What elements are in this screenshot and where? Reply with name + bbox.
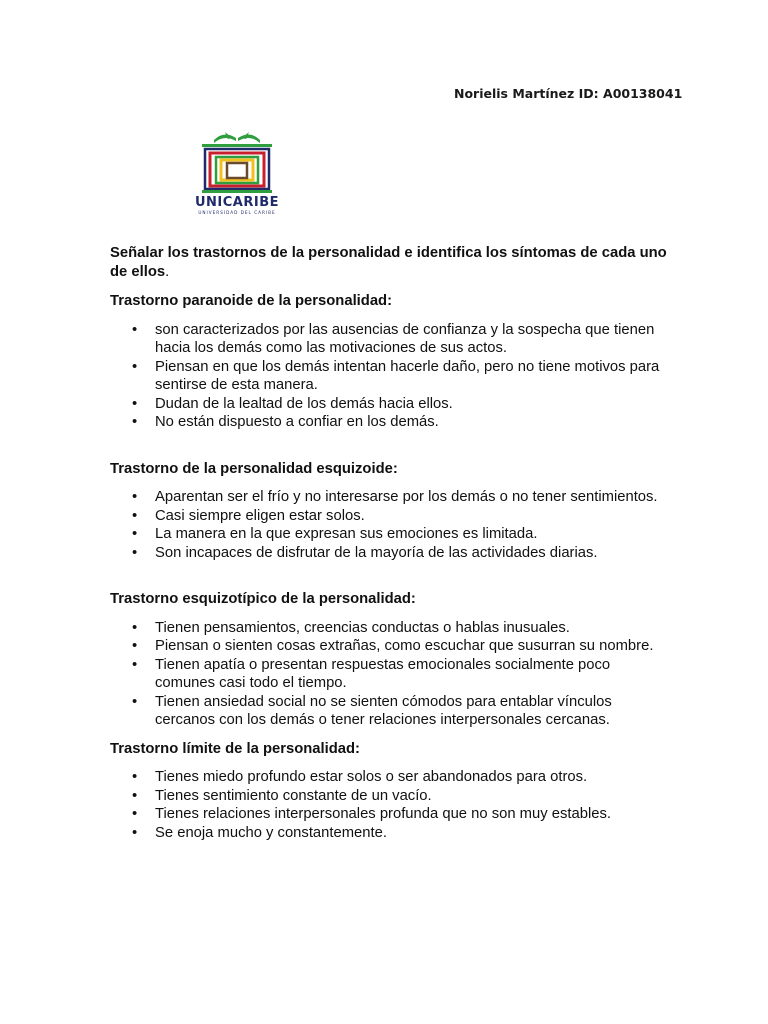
symptom-list-item	[110, 525, 670, 544]
symptom-text: Piensan o sienten cosas extrañas, como escuchar que susurran su nombre.	[155, 638, 654, 654]
symptom-list-item	[110, 413, 670, 432]
section-heading: Trastorno límite de la personalidad:	[110, 740, 360, 757]
symptom-list	[110, 768, 670, 842]
symptom-list-item	[110, 395, 670, 414]
bullet-icon: •	[132, 414, 138, 430]
symptom-list-item	[110, 656, 670, 693]
section-heading: Trastorno esquizotípico de la personalidad:	[110, 591, 416, 607]
assignment-prompt-bold: Señalar los trastornos de la personalidad e identifica los síntomas de cada uno de ellos	[110, 245, 667, 280]
symptom-text: La manera en la que expresan sus emociones es limitada.	[155, 526, 538, 542]
symptom-text: Dudan de la lealtad de los demás hacia ellos.	[155, 395, 453, 412]
section-spacer	[110, 562, 670, 590]
section-trastorno-esquizotipico	[110, 590, 670, 730]
symptom-list	[110, 488, 670, 562]
symptom-list-item	[110, 787, 670, 806]
symptom-list-item	[110, 619, 670, 638]
symptom-list	[110, 619, 670, 730]
symptom-text: Tienen ansiedad social no se sienten cómodos para entablar vínculos cercanos con los demás o tener relaciones interpersonales cercanas.	[155, 693, 612, 728]
symptom-text: Tienen apatía o presentan respuestas emocionales socialmente poco comunes casi todo el tiempo.	[155, 656, 611, 691]
symptom-text: Aparentan ser el frío y no interesarse por los demás o no tener sentimientos.	[155, 489, 658, 505]
symptom-text: Casi siempre eligen estar solos.	[155, 507, 365, 524]
symptom-list-item	[110, 824, 670, 843]
symptom-text: son caracterizados por las ausencias de confianza y la sospecha que tienen hacia los demás como las motivaciones de sus actos.	[155, 321, 655, 356]
symptom-list-item	[110, 507, 670, 526]
symptom-list-item	[110, 488, 670, 507]
section-spacer	[110, 730, 670, 740]
disorder-sections	[110, 292, 670, 842]
section-spacer	[110, 432, 670, 460]
symptom-text: No están dispuesto a confiar en los demás.	[155, 414, 439, 430]
symptom-text: Piensan en que los demás intentan hacerle daño, pero no tiene motivos para sentirse de esta manera.	[155, 358, 660, 393]
bullet-icon: •	[132, 769, 138, 785]
bullet-icon: •	[132, 787, 138, 804]
bullet-icon: •	[132, 824, 138, 841]
unicaribe-logo	[178, 126, 296, 218]
symptom-list-item	[110, 544, 670, 563]
logo-subtext: UNIVERSIDAD DEL CARIBE	[198, 210, 276, 215]
section-trastorno-esquizoide	[110, 460, 670, 563]
section-trastorno-paranoide	[110, 292, 670, 432]
bullet-icon: •	[132, 693, 138, 710]
symptom-list-item	[110, 768, 670, 787]
document-body	[110, 244, 670, 842]
symptom-list-item	[110, 805, 670, 824]
symptom-list-item	[110, 358, 670, 395]
logo-wordmark: UNICARIBE	[194, 195, 280, 210]
symptom-text: Tienen pensamientos, creencias conductas o hablas inusuales.	[155, 619, 570, 636]
symptom-list	[110, 321, 670, 432]
unicaribe-logo-graphic	[178, 126, 296, 218]
bullet-icon: •	[132, 321, 138, 338]
symptom-list-item	[110, 693, 670, 730]
symptom-text: Tienes relaciones interpersonales profunda que no son muy estables.	[155, 806, 611, 822]
assignment-prompt-tail: .	[165, 263, 170, 280]
bullet-icon: •	[132, 544, 138, 561]
bullet-icon: •	[132, 806, 138, 822]
bullet-icon: •	[132, 358, 138, 375]
symptom-text: Se enoja mucho y constantemente.	[155, 824, 387, 841]
bullet-icon: •	[132, 489, 138, 505]
symptom-text: Tienes miedo profundo estar solos o ser abandonados para otros.	[155, 769, 588, 785]
section-heading: Trastorno paranoide de la personalidad:	[110, 293, 393, 309]
author-id-line: Norielis Martínez ID: A00138041	[454, 86, 683, 101]
symptom-text: Son incapaces de disfrutar de la mayoría de las actividades diarias.	[155, 544, 598, 561]
bullet-icon: •	[132, 526, 138, 542]
section-heading: Trastorno de la personalidad esquizoide:	[110, 460, 398, 477]
symptom-list-item	[110, 637, 670, 656]
symptom-text: Tienes sentimiento constante de un vacío.	[155, 787, 432, 804]
bullet-icon: •	[132, 619, 138, 636]
section-trastorno-limite	[110, 740, 670, 843]
bullet-icon: •	[132, 656, 138, 673]
bullet-icon: •	[132, 638, 138, 654]
bullet-icon: •	[132, 395, 138, 412]
bullet-icon: •	[132, 507, 138, 524]
assignment-prompt	[110, 244, 670, 281]
symptom-list-item	[110, 321, 670, 358]
